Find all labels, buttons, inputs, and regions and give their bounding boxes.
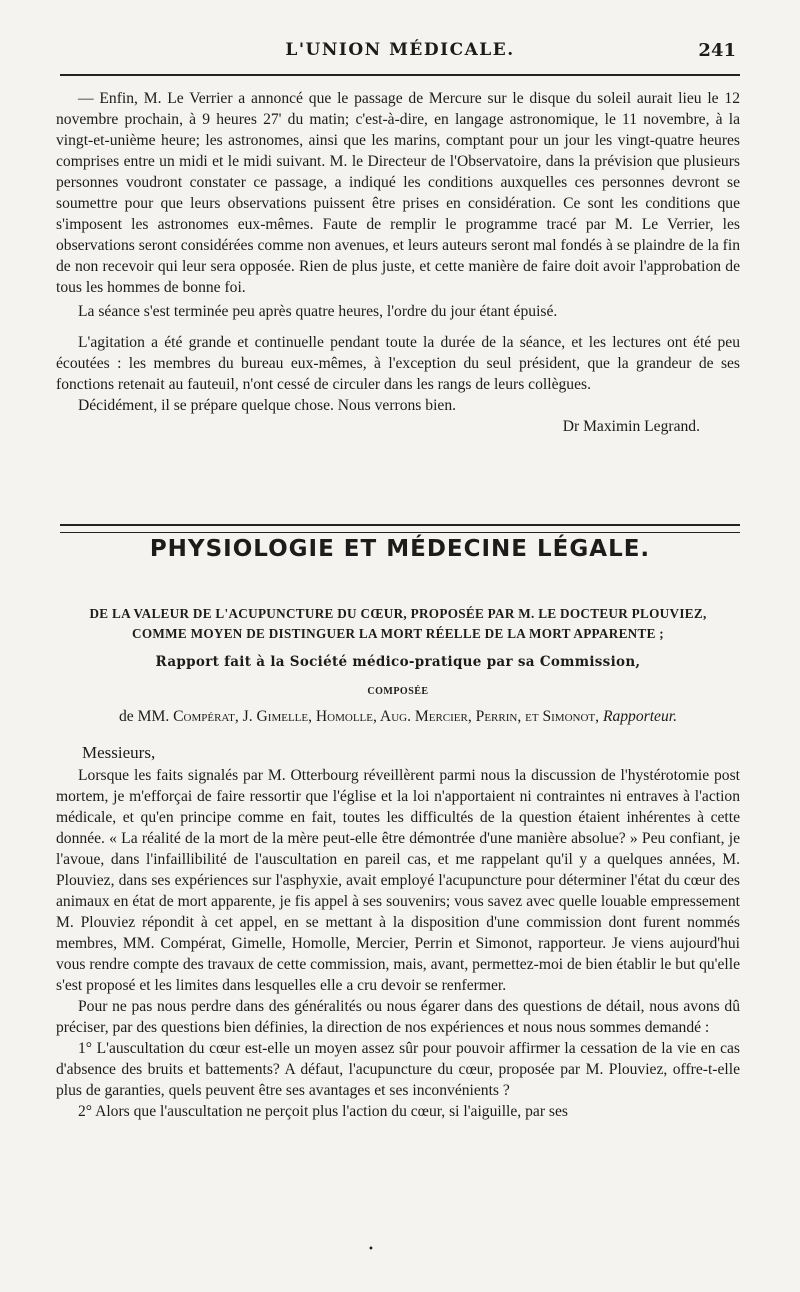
section-title: PHYSIOLOGIE ET MÉDECINE LÉGALE. xyxy=(149,536,651,562)
article-title-line-1: DE LA VALEUR DE L'ACUPUNCTURE DU CŒUR, PROPOSÉE PAR M. LE DOCTEUR PLOUVIEZ, xyxy=(89,606,707,621)
section-divider xyxy=(60,524,740,533)
salutation: Messieurs, xyxy=(82,743,156,762)
members-prefix: de MM. xyxy=(118,708,170,725)
running-header xyxy=(60,38,740,68)
intro-paragraph-1: — Enfin, M. Le Verrier a annoncé que le passage de Mercure sur le disque du soleil aurait lieu le 12 novembre prochain, à 9 heures 27' du matin; c'est-à-dire, en langage astronomique, le 11 novembre, à la vingt-et-unième heure; les astronomes, ainsi que les marins, comptant pour un jour les vingt-quatre heures comprises entre un midi et le midi suivant. M. le Directeur de l'Observatoire, dans la prévision que plusieurs personnes voudront constater ce passage, a indiqué les conditions auxquelles ces personnes devront se soumettre pour que leurs observations puissent être prises en considération. Ce sont les conditions que s'imposent les astronomes eux-mêmes. Faute de remplir le programme tracé par M. Le Verrier, les observations seront considérées comme non avenues, et leurs auteurs seront mal fondés à se plaindre de la fin de non recevoir qui leur sera opposée. Rien de plus juste, et cette manière de faire doit avoir l'approbation de tous les hommes de bonne foi. xyxy=(56,90,740,296)
members-role: Rapporteur. xyxy=(602,708,678,725)
header-rule xyxy=(60,74,740,76)
article-title xyxy=(56,604,740,644)
body-paragraph-2: Pour ne pas nous perdre dans des généralités ou nous égarer dans des questions de détail, nous avons dû préciser, par des questions bien définies, la direction de nos expériences et nous nous sommes demandé : xyxy=(56,998,740,1036)
body-paragraph-1: Lorsque les faits signalés par M. Otterbourg réveillèrent parmi nous la discussion de l'hystérotomie post mortem, je m'efforçai de faire ressortir que l'église et la loi n'apportaient ni contraintes ni entraves à l'action médicale, et qu'en principe comme en fait, toutes les difficultés de la question étaient inhérentes à cette donnée. « La réalité de la mort de la mère peut-elle être démontrée d'une manière absolue? » Peu confiant, je l'avoue, dans l'infaillibilité de l'auscultation en pareil cas, et me rappelant qu'il y a quelques années, M. Plouviez, dans ses expériences sur l'asphyxie, avait employé l'acupuncture pour déterminer l'état du cœur des animaux en état de mort apparente, je fis appel à ses souvenirs; vous savez avec quelle louable empressement M. Plouviez répondit à cet appel, en se mettant à la disposition d'une commission dont furent nommés membres, MM. Compérat, Gimelle, Homolle, Mercier, Perrin et Simonot, rapporteur. Je viens aujourd'hui vous rendre compte des travaux de cette commission, mais, avant, permettez-moi de bien établir le but qu'elle s'est proposé et les limites dans lesquelles elle a cru devoir se renfermer. xyxy=(56,767,740,994)
report-title: Rapport fait à la Société médico-pratique par sa Commission, xyxy=(155,654,641,670)
commission-members xyxy=(56,708,740,726)
composee-label: COMPOSÉE xyxy=(367,686,429,697)
intro-paragraph-3: L'agitation a été grande et continuelle pendant toute la durée de la séance, et les lectures ont été peu écoutées : les membres du bureau eux-mêmes, à l'exception du seul président, que la grandeur de ses fonctions retenait au fauteuil, n'ont cessé de circuler dans les rangs de leurs collègues. xyxy=(56,334,740,393)
running-title: L'UNION MÉDICALE. xyxy=(285,40,515,60)
members-names: Compérat, J. Gimelle, Homolle, Aug. Mercier, Perrin, et Simonot, xyxy=(173,708,600,725)
article-title-line-2: COMME MOYEN DE DISTINGUER LA MORT RÉELLE DE LA MORT APPARENTE ; xyxy=(132,626,664,641)
body-paragraph-3: 1° L'auscultation du cœur est-elle un moyen assez sûr pour pouvoir affirmer la cessation de la vie en cas d'absence des bruits et battements? A défaut, l'acupuncture du cœur, proposée par M. Plouviez, offre-t-elle plus de garanties, quels peuvent être ses avantages et ses inconvénients ? xyxy=(56,1040,740,1099)
signature: Dr Maximin Legrand. xyxy=(562,418,700,435)
intro-paragraph-4: Décidément, il se prépare quelque chose. Nous verrons bien. xyxy=(78,397,457,414)
body-paragraph-4: 2° Alors que l'auscultation ne perçoit plus l'action du cœur, si l'aiguille, par ses xyxy=(78,1103,568,1120)
page-number: 241 xyxy=(698,40,736,61)
bottom-mark: • xyxy=(368,1244,374,1255)
intro-paragraph-2: La séance s'est terminée peu après quatre heures, l'ordre du jour étant épuisé. xyxy=(78,303,558,320)
intro-section xyxy=(56,88,740,437)
report-body xyxy=(56,742,740,1122)
